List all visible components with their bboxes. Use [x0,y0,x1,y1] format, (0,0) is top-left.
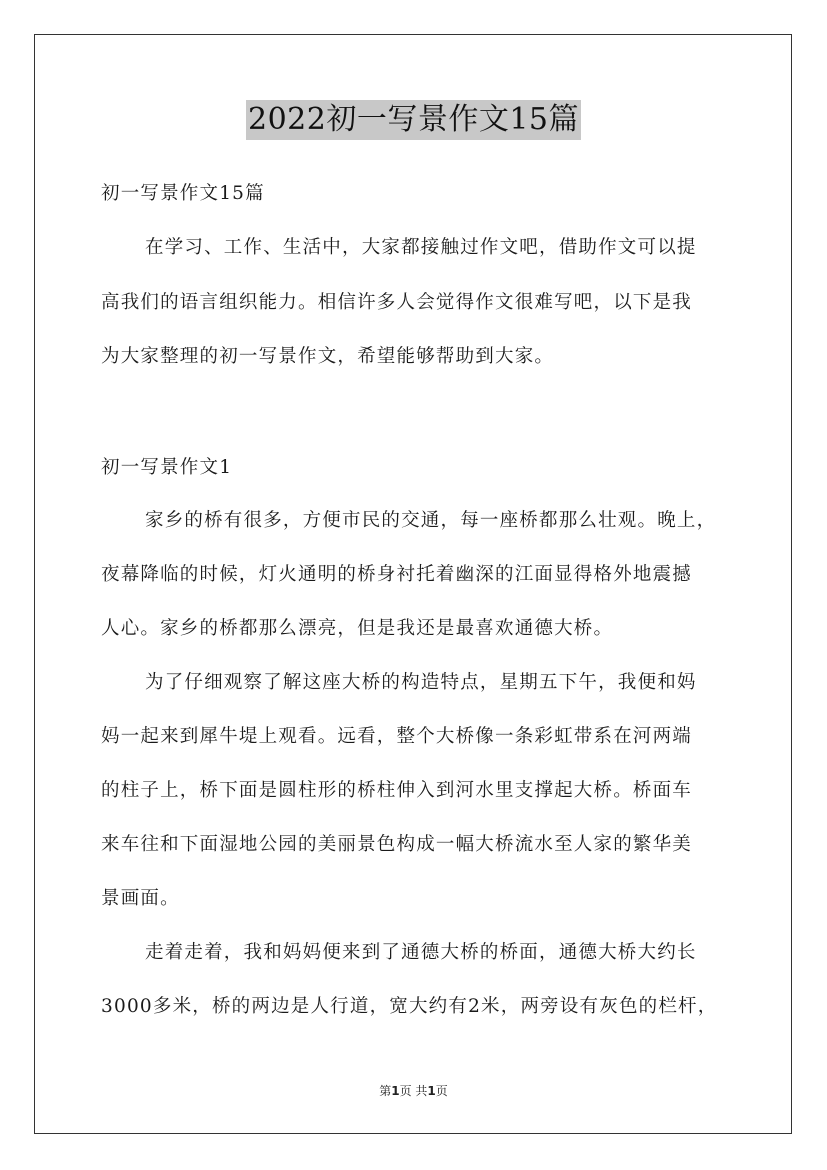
intro-line-3: 为大家整理的初一写景作文，希望能够帮助到大家。 [101,346,555,367]
paragraph2-line-5: 景画面。 [101,888,180,909]
paragraph3-line-2: 3000多米，桥的两边是人行道，宽大约有2米，两旁设有灰色的栏杆， [101,996,718,1017]
intro-line-2: 高我们的语言组织能力。相信许多人会觉得作文很难写吧，以下是我 [101,292,693,313]
footer-prefix: 第 [379,1084,392,1098]
paragraph2-line-3: 的柱子上，桥下面是圆柱形的桥柱伸入到河水里支撑起大桥。桥面车 [101,780,693,801]
footer-suffix: 页 [435,1084,448,1098]
page-footer [0,1083,827,1099]
title-container [0,100,827,140]
paragraph1-line-2: 夜幕降临的时候，灯火通明的桥身衬托着幽深的江面显得格外地震撼 [101,564,693,585]
paragraph3-line-1: 走着走着，我和妈妈便来到了通德大桥的桥面，通德大桥大约长 [145,942,697,963]
footer-middle: 页 共 [399,1084,428,1098]
footer-page-current: 1 [391,1084,400,1098]
document-subtitle: 初一写景作文15篇 [101,183,265,204]
paragraph2-line-4: 来车往和下面湿地公园的美丽景色构成一幅大桥流水至人家的繁华美 [101,834,693,855]
document-title: 2022初一写景作文15篇 [246,100,581,140]
paragraph1-line-3: 人心。家乡的桥都那么漂亮，但是我还是最喜欢通德大桥。 [101,618,614,639]
intro-line-1: 在学习、工作、生活中，大家都接触过作文吧，借助作文可以提 [145,237,697,258]
paragraph2-line-1: 为了仔细观察了解这座大桥的构造特点，星期五下午，我便和妈 [145,672,697,693]
footer-page-total: 1 [427,1084,436,1098]
paragraph2-line-2: 妈一起来到犀牛堤上观看。远看，整个大桥像一条彩虹带系在河两端 [101,726,693,747]
section-heading: 初一写景作文1 [101,457,233,478]
paragraph1-line-1: 家乡的桥有很多，方便市民的交通，每一座桥都那么壮观。晚上， [145,510,717,531]
